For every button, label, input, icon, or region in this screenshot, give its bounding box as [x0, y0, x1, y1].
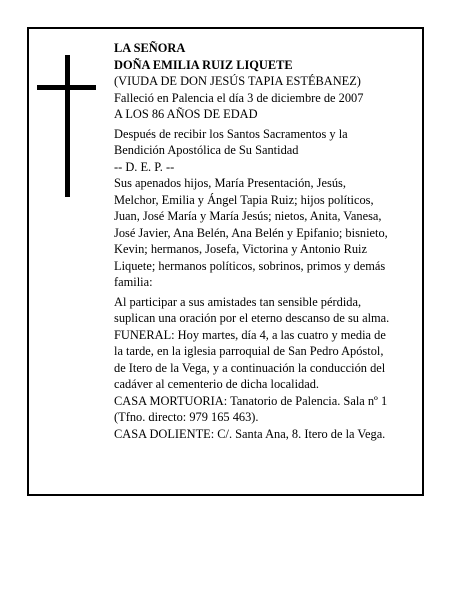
cross-vertical-bar — [65, 55, 70, 197]
funeral-paragraph — [114, 327, 419, 393]
age-line: A LOS 86 AÑOS DE EDAD — [114, 107, 258, 121]
title-line: LA SEÑORA — [114, 41, 186, 55]
deceased-name: DOÑA EMILIA RUIZ LIQUETE — [114, 57, 293, 72]
funeral-line: de Itero de la Vega, y a continuación la conducción del — [114, 360, 386, 375]
funeral-line: FUNERAL: Hoy martes, día 4, a las cuatro y media de — [114, 327, 386, 342]
mourning-house-line: CASA DOLIENTE: C/. Santa Ana, 8. Itero de la Vega. — [114, 426, 386, 441]
cross-horizontal-bar — [37, 85, 96, 90]
mortuary-line: (Tfno. directo: 979 165 463). — [114, 410, 259, 424]
funeral-line: cadáver al cementerio de dicha localidad. — [114, 377, 320, 391]
rip-line: -- D. E. P. -- — [114, 159, 175, 174]
mourners-line: Melchor, Emilia y Ángel Tapia Ruiz; hijos políticos, — [114, 192, 374, 207]
sacraments-line: Después de recibir los Santos Sacramentos y la — [114, 126, 348, 141]
mourners-paragraph — [114, 175, 419, 291]
mourners-line: Liquete; hermanos políticos, sobrinos, primos y demás — [114, 258, 386, 273]
mourning-house-paragraph — [114, 426, 419, 443]
request-line: suplican una oración por el eterno descanso de su alma. — [114, 311, 390, 325]
obituary-text — [114, 40, 419, 442]
request-paragraph — [114, 294, 419, 327]
mourners-line: José Javier, Ana Belén, Ana Belén y Epifanio; bisnieto, — [114, 225, 388, 240]
request-line: Al participar a sus amistades tan sensible pérdida, — [114, 294, 362, 309]
funeral-line: la tarde, en la iglesia parroquial de San Pedro Apóstol, — [114, 344, 384, 358]
death-line: Falleció en Palencia el día 3 de diciembre de 2007 — [114, 90, 364, 105]
mourners-line: Juan, José María y María Jesús; nietos, Anita, Vanesa, — [114, 209, 382, 223]
mourners-line: Sus apenados hijos, María Presentación, Jesús, — [114, 176, 346, 190]
sacraments-paragraph — [114, 126, 419, 159]
mourners-line: Kevin; hermanos, Josefa, Victorina y Antonio Ruiz — [114, 242, 367, 256]
sacraments-line: Bendición Apostólica de Su Santidad — [114, 143, 299, 157]
mortuary-line: CASA MORTUORIA: Tanatorio de Palencia. Sala nº 1 — [114, 393, 388, 408]
widow-line: (VIUDA DE DON JESÚS TAPIA ESTÉBANEZ) — [114, 74, 361, 88]
mortuary-paragraph — [114, 393, 419, 426]
mourners-line: familia: — [114, 275, 153, 289]
